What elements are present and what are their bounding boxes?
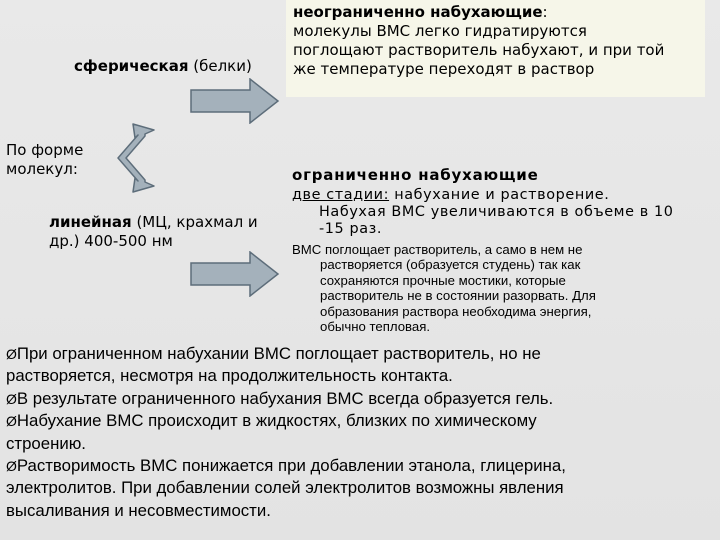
bullet-text: электролитов. При добавлении солей электролитов возможны явления [6,478,564,498]
by-shape-line-2: молекул: [6,160,78,178]
by-shape-line-1: По форме [6,141,84,159]
limited-small-line: растворяется (образуется студень) так как [320,257,581,273]
bullet-list [6,343,706,522]
spherical-rest: (белки) [188,57,252,75]
limited-swelling-block [292,166,717,334]
linear-bold: линейная [49,213,132,231]
stages-underlined: две стадии: [292,187,390,203]
unlimited-line-1: молекулы ВМС легко гидратируются [293,22,587,40]
linear-label [49,213,258,251]
limited-line-2: Набухая ВМС увеличиваются в объеме в 10 [319,204,674,220]
limited-small-line: ВМС поглощает растворитель, а само в нем не [292,242,583,257]
split-arrow-icon [104,122,156,194]
right-arrow-icon [190,78,280,124]
bullet-item [6,455,706,522]
unlimited-swelling-box [286,0,705,97]
bullet-text: При ограниченном набухании ВМС поглощает растворитель, но не [16,344,541,363]
unlimited-title: неограниченно набухающие [293,3,543,21]
bullet-text: растворяется, несмотря на продолжительность контакта. [6,366,453,386]
linear-rest: (МЦ, крахмал и [131,213,258,231]
title-colon: : [542,3,548,21]
unlimited-line-2: поглощают растворитель набухают, и при той [293,41,665,59]
bullet-arrow-icon: Ø [6,390,17,407]
limited-title: ограниченно набухающие [292,166,539,184]
limited-small-line: растворитель не в состоянии разорвать. Для [320,288,596,304]
limited-small-line: образования раствора необходима энергия, [320,303,592,319]
spherical-label [74,57,252,76]
bullet-arrow-icon: Ø [6,346,17,362]
limited-line-3: -15 раз. [319,221,383,237]
bullet-item [6,410,706,455]
unlimited-line-3: же температуре переходят в раствор [293,60,595,78]
bullet-text: высаливания и несовместимости. [6,500,271,520]
spherical-bold: сферическая [74,57,189,75]
bullet-text: В результате ограниченного набухания ВМС всегда образуется гель. [16,388,554,408]
bullet-arrow-icon: Ø [6,413,17,430]
limited-small-line: обычно тепловая. [320,319,431,335]
by-shape-label [6,141,83,179]
right-arrow-icon [190,251,280,297]
bullet-text: Растворимость ВМС понижается при добавлении этанола, глицерина, [16,456,566,476]
bullet-text: Набухание ВМС происходит в жидкостях, близких по химическому [16,411,537,431]
bullet-item [6,343,706,388]
linear-line-2: др.) 400-500 нм [49,232,173,250]
limited-small-line: сохраняются прочные мостики, которые [320,272,566,288]
stages-rest: набухание и растворение. [389,187,610,203]
bullet-text: строению. [6,433,86,453]
bullet-item [6,388,706,410]
bullet-arrow-icon: Ø [6,458,17,475]
